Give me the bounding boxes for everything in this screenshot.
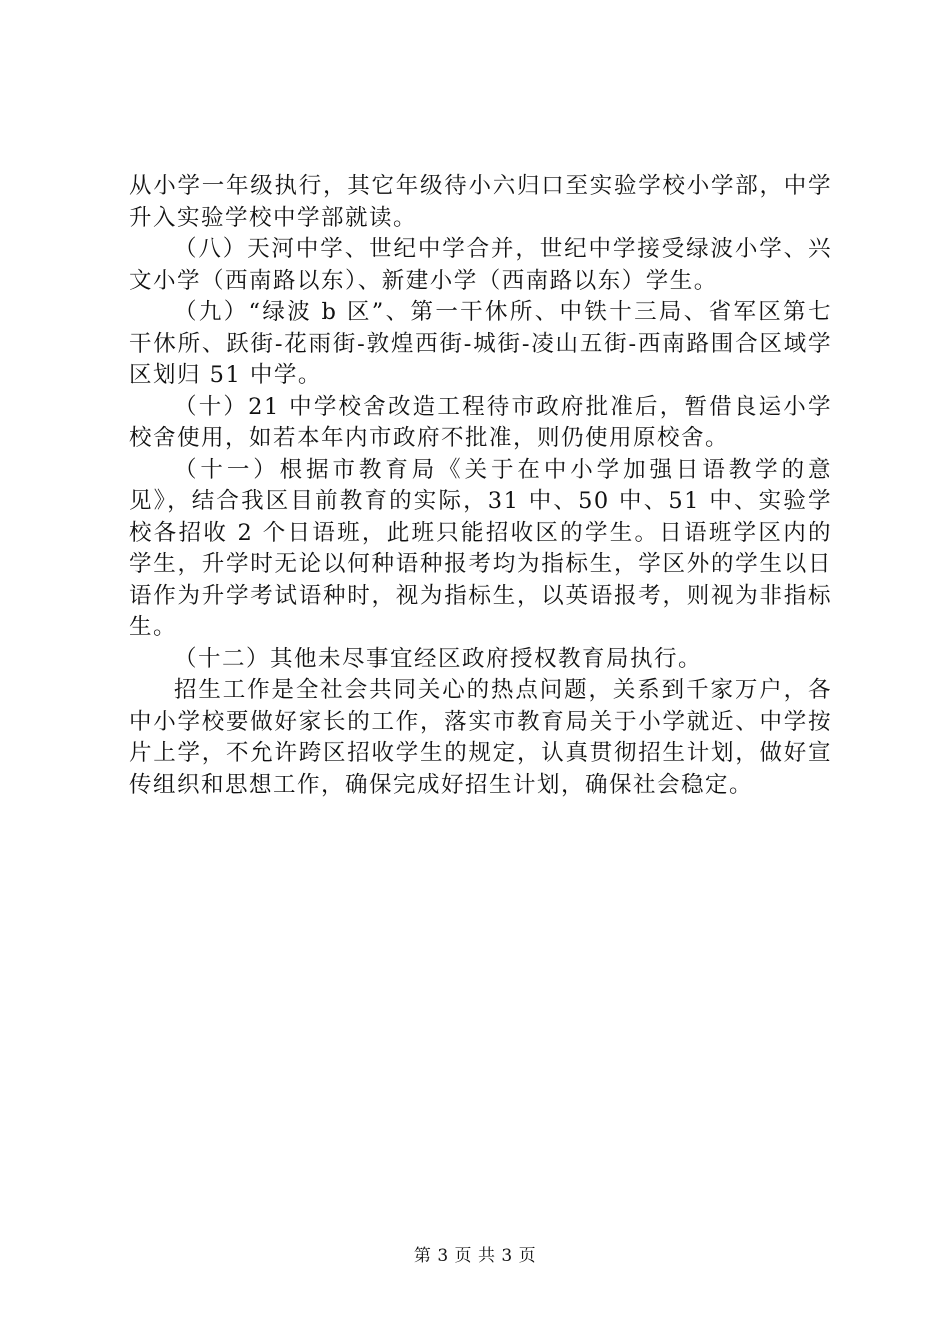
paragraph-item-12: （十二）其他未尽事宜经区政府授权教育局执行。 bbox=[174, 645, 703, 672]
paragraph-item-9: （九）“绿波 b 区”、第一干休所、中铁十三局、省军区第七干休所、跃街-花雨街-敦煌西街-城街-凌山五街-西南路围合区域学区划归 51 中学。 bbox=[129, 299, 832, 388]
paragraph-item-11: （十一）根据市教育局《关于在中小学加强日语教学的意见》，结合我区目前教育的实际，31 中、50 中、51 中、实验学校各招收 2 个日语班，此班只能招收区的学生。日语班学区内的学生，升学时无论以何种语种报考均为指标生，学区外的学生以日语作为升学考试语种时，视为指标生，以英语报考，则视为非指标生。 bbox=[129, 456, 832, 640]
paragraph-item-10: （十）21 中学校舍改造工程待市政府批准后，暂借良运小学校舍使用，如若本年内市政府不批准，则仍使用原校舍。 bbox=[129, 393, 832, 451]
paragraph-continuation: 从小学一年级执行，其它年级待小六归口至实验学校小学部，中学升入实验学校中学部就读。 bbox=[129, 173, 832, 231]
paragraph-item-8: （八）天河中学、世纪中学合并，世纪中学接受绿波小学、兴文小学（西南路以东）、新建小学（西南路以东）学生。 bbox=[129, 236, 832, 294]
page-number-footer: 第 3 页 共 3 页 bbox=[413, 1246, 537, 1266]
paragraph-conclusion: 招生工作是全社会共同关心的热点问题，关系到千家万户，各中小学校要做好家长的工作，落实市教育局关于小学就近、中学按片上学，不允许跨区招收学生的规定，认真贯彻招生计划，做好宣传组织和思想工作，确保完成好招生计划，确保社会稳定。 bbox=[129, 677, 832, 798]
document-body bbox=[129, 171, 832, 801]
